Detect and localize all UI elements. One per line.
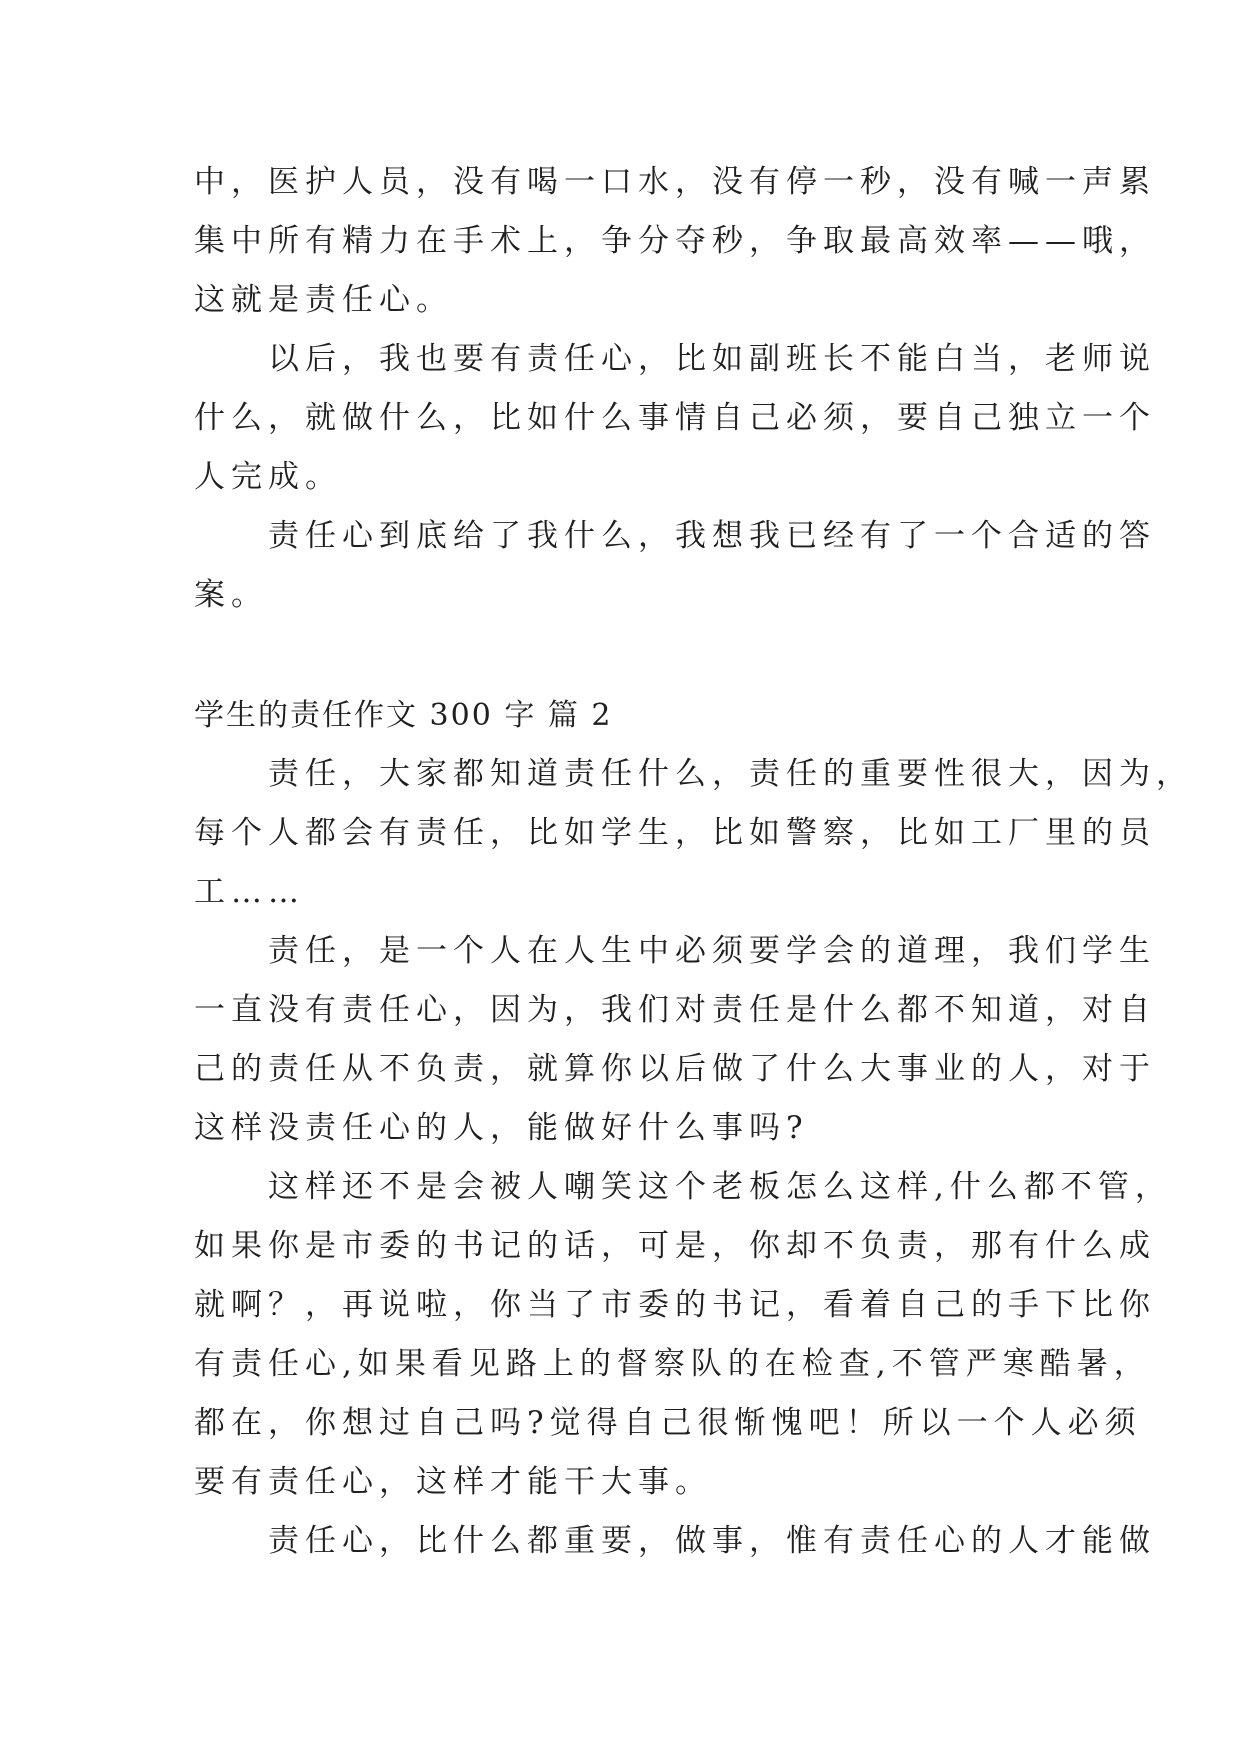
paragraph-line: 这就是责任心。: [194, 282, 453, 318]
paragraph-line: 责任心到底给了我什么，我想我已经有了一个合适的答: [194, 518, 1156, 554]
paragraph-line: 人完成。: [194, 459, 342, 495]
paragraph-line: 以后，我也要有责任心，比如副班长不能白当，老师说: [194, 341, 1156, 377]
text-section-top: [194, 153, 1156, 625]
paragraph-line: 这样没责任心的人，能做好什么事吗?: [194, 1110, 809, 1146]
paragraph-line: 就啊？，再说啦，你当了市委的书记，看着自己的手下比你: [194, 1287, 1156, 1323]
paragraph-line: 中，医护人员，没有喝一口水，没有停一秒，没有喊一声累: [194, 164, 1156, 200]
paragraph-line: 每个人都会有责任，比如学生，比如警察，比如工厂里的员: [194, 815, 1156, 851]
paragraph-line: 要有责任心，这样才能干大事。: [194, 1464, 712, 1500]
section-heading: 学生的责任作文 300 字 篇 2: [194, 698, 613, 733]
paragraph-line: 什么，就做什么，比如什么事情自己必须，要自己独立一个: [194, 400, 1156, 436]
paragraph-line: 都在，你想过自己吗?觉得自己很惭愧吧！所以一个人必须: [194, 1405, 1142, 1441]
text-section-bottom: [194, 745, 1193, 1571]
paragraph-line: 集中所有精力在手术上，争分夺秒，争取最高效率——哦，: [194, 223, 1156, 259]
paragraph-line: 如果你是市委的书记的话，可是，你却不负责，那有什么成: [194, 1228, 1156, 1264]
paragraph-line: 责任，大家都知道责任什么，责任的重要性很大，因为，: [194, 756, 1193, 792]
paragraph-line: 工……: [194, 874, 305, 910]
paragraph-line: 一直没有责任心，因为，我们对责任是什么都不知道，对自: [194, 992, 1156, 1028]
paragraph-line: 责任心，比什么都重要，做事，惟有责任心的人才能做: [194, 1523, 1156, 1559]
paragraph-line: 己的责任从不负责，就算你以后做了什么大事业的人，对于: [194, 1051, 1156, 1087]
paragraph-line: 案。: [194, 577, 268, 613]
paragraph-line: 责任，是一个人在人生中必须要学会的道理，我们学生: [194, 933, 1156, 969]
paragraph-line: 有责任心,如果看见路上的督察队的在检查,不管严寒酷暑，: [194, 1346, 1151, 1382]
paragraph-line: 这样还不是会被人嘲笑这个老板怎么这样,什么都不管，: [194, 1169, 1172, 1205]
